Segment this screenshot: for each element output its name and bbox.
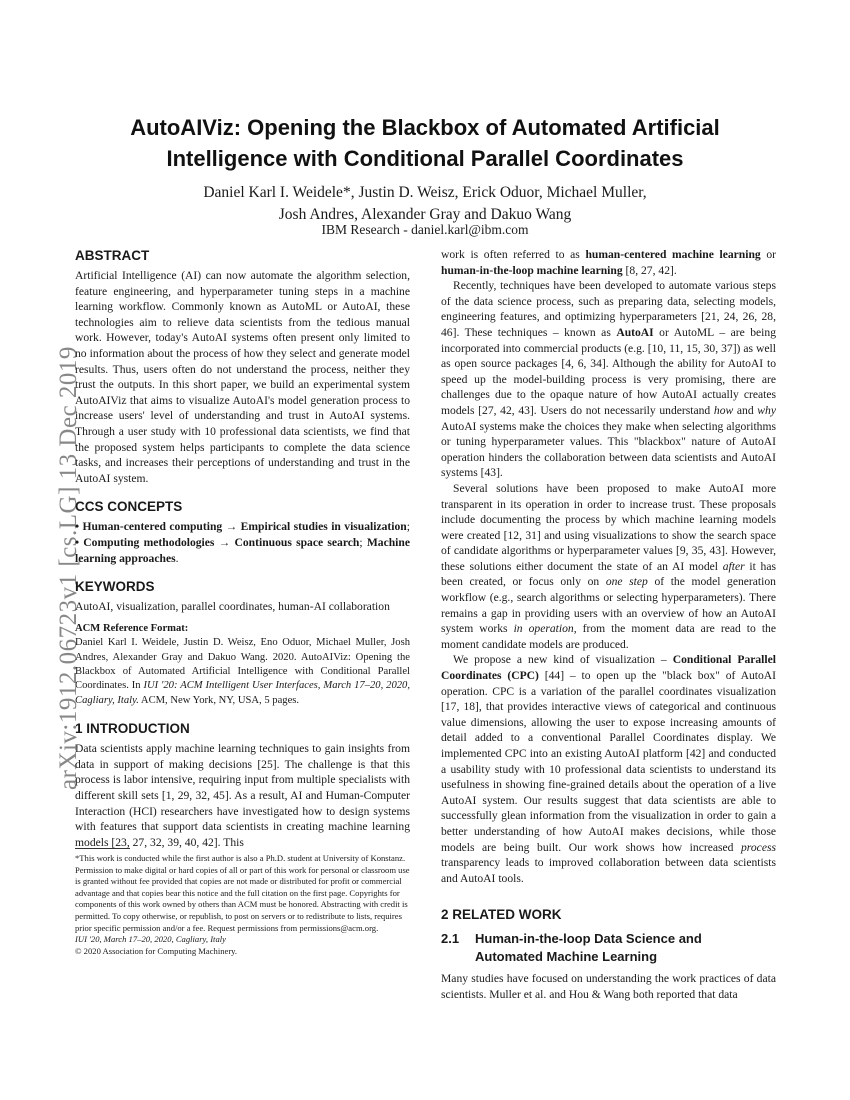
- ccs-heading: CCS CONCEPTS: [75, 499, 183, 515]
- authors-line-2: Josh Andres, Alexander Gray and Dakuo Wang: [278, 206, 572, 223]
- subsection-number: 2.1: [441, 931, 460, 947]
- arxiv-watermark: [10, 290, 82, 790]
- abstract-text: Artificial Intelligence (AI) can now automate the algorithm selection, feature engineering, and hyperparameter tuning steps in a machine learning workflow. Commonly known as AutoML or AutoAI, these technologies aim to relieve data scientists from the tedious manual work. However, today's AutoAI systems often present only limited to no information about the process of how they select and generate model results. Thus, users often do not understand the process, neither they trust the outputs. In this short paper, we build an experimental system AutoAIViz that aims to visualize AutoAI's model generation process to increase users' level of understanding and trust in AutoAI systems. Through a user study with 10 professional data scientists, we find that the proposed system helps participants to complete the data science tasks, and increases their perceptions of understanding and trust in the AutoAI system.: [75, 269, 410, 485]
- footnote-divider: [75, 848, 130, 849]
- author-list: [80, 182, 770, 226]
- acm-reference-text: Daniel Karl I. Weidele, Justin D. Weisz, Eno Oduor, Michael Muller, Josh Andres, Alexander Gray and Dakuo Wang. 2020. AutoAIViz: Opening the Blackbox of Automated Artificial Intelligence with Conditional Parallel Coordinates. In IUI '20: ACM Intelligent User Interfaces, March 17–20, 2020, Cagliary, Italy. ACM, New York, NY, USA, 5 pages.: [75, 637, 411, 706]
- keywords-heading: KEYWORDS: [75, 579, 155, 595]
- intro-paragraph-cpc: We propose a new kind of visualization – Conditional Parallel Coordinates (CPC) [44] – to open up the "black box" of AutoAI operation. CPC is a variation of the parallel coordinates visualization [17, 18], that provides interactive views of categorical and continuous value dimensions, allowing the user to expose increasing amounts of detail added to a conventional Parallel Coordinates display. We implemented CPC into an existing AutoAI platform [42] and conducted a usability study with 10 professional data scientists to understand its usefulness in showing fine-grained details about the operation of a live AutoAI system. Our results suggest that data scientists are able to successfully glean information from the visualization in order to gain a better understanding of how AutoAI makes decisions, while those models are being built. Our work shows how increased process transparency leads to improved collaboration between data scientists and AutoAI tools.: [441, 653, 776, 885]
- paper-title: AutoAIViz: Opening the Blackbox of Automated Artificial Intelligence with Conditional Parallel Coordinates: [130, 115, 720, 171]
- authors-line-1: Daniel Karl I. Weidele*, Justin D. Weisz, Erick Oduor, Michael Muller,: [203, 184, 647, 201]
- related-work-text: Many studies have focused on understanding the work practices of data scientists. Muller et al. and Hou & Wang both reported that data: [441, 972, 776, 1001]
- acm-reference-heading: ACM Reference Format:: [75, 622, 189, 634]
- introduction-text: Data scientists apply machine learning techniques to gain insights from data in support of making decisions [25]. The challenge is that this process is labor intensive, requiring input from multiple specialists with different skill sets [1, 29, 32, 45]. As a result, AI and Human-Computer Interaction (HCI) researchers have investigated how to design systems with features that support data scientists in creating machine learning models [23, 27, 32, 39, 40, 42]. This: [75, 742, 410, 849]
- acm-reference: [75, 622, 410, 708]
- abstract-heading: ABSTRACT: [75, 248, 150, 263]
- intro-paragraph-solutions: Several solutions have been proposed to make AutoAI more transparent in its operation in order to increase trust. These proposals include documenting the process by which machine learning models were created [12, 31] and using visualizations to show the search space of candidate algorithms or hyperparameter values [9, 35, 43]. However, these solutions either document the state of an AI model after it has been created, or focus only on one step of the model generation workflow (e.g., search algorithms or selecting hyperparameters). There remains a gap in providing users with an overview of how an AutoAI system works in operation, from the moment data are read to the moment candidate models are produced.: [441, 481, 776, 651]
- intro-continuation: work is often referred to as human-centered machine learning or human-in-the-loop machine learning [8, 27, 42].: [441, 248, 776, 277]
- introduction-heading: 1 INTRODUCTION: [75, 721, 190, 737]
- subsection-heading: [441, 930, 776, 966]
- related-work-heading: 2 RELATED WORK: [441, 907, 562, 923]
- subsection-title: Human-in-the-loop Data Science and Automated Machine Learning: [475, 931, 702, 965]
- left-column: [75, 247, 410, 850]
- affiliation: IBM Research - daniel.karl@ibm.com: [321, 222, 529, 237]
- permission-notice: Permission to make digital or hard copies of all or part of this work for personal or classroom use is granted without fee provided that copies are not made or distributed for profit or commercial advantage and that copies bear this notice and the full citation on the first page. Copyrights for components of this work owned by others than ACM must be honored. Abstracting with credit is permitted. To copy otherwise, or republish, to post on servers or to redistribute to lists, requires prior specific permission and/or a fee. Request permissions from permissions@acm.org.: [75, 864, 410, 933]
- footnote-first-author: *This work is conducted while the first author is also a Ph.D. student at University of Konstanz.: [75, 853, 406, 863]
- arxiv-identifier: arXiv:1912.06723v1 [cs.LG] 13 Dec 2019: [55, 346, 82, 790]
- footnotes: [75, 853, 410, 957]
- venue-note: IUI '20, March 17–20, 2020, Cagliary, Italy: [75, 934, 226, 945]
- right-column: [441, 247, 776, 1003]
- keywords-text: AutoAI, visualization, parallel coordinates, human-AI collaboration: [75, 600, 390, 614]
- intro-paragraph-autoai: Recently, techniques have been developed to automate various steps of the data science process, such as preparing data, selecting models, engineering features, and optimizing hyperparameters [21, 24, 26, 28, 46]. These techniques – known as AutoAI or AutoML – are being incorporated into commercial products (e.g. [10, 11, 15, 30, 37]) as well as open source packages [4, 6, 34]. Although the ability for AutoAI to speed up the model-building process is very promising, there are challenges due to the opaque nature of how AutoAI actually creates models [27, 42, 43]. Users do not necessarily understand how and why AutoAI systems make the choices they make when selecting algorithms or tuning hyperparameter values. This "blackbox" nature of AutoAI operation hinders the collaboration between data scientists and AutoAI systems [43].: [441, 279, 776, 480]
- ccs-text: • Human-centered computing → Empirical studies in visualization; • Computing methodologies → Continuous space search; Machine learning approaches.: [75, 520, 410, 565]
- copyright-note: © 2020 Association for Computing Machinery.: [75, 945, 238, 956]
